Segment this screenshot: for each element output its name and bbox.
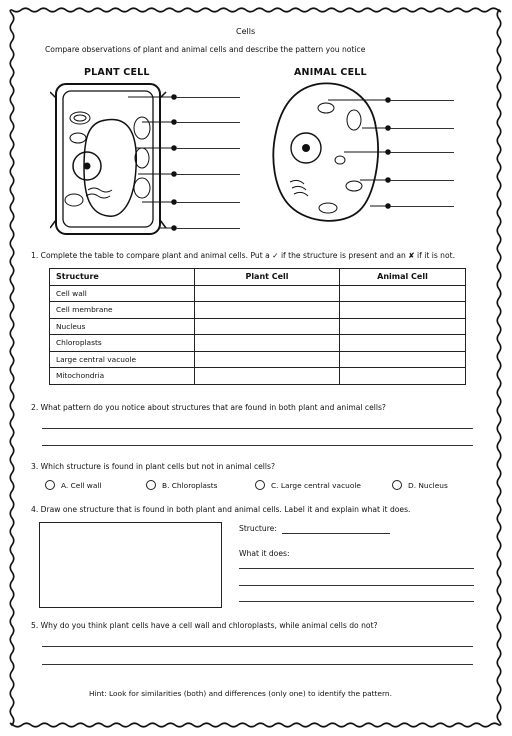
- q2-answer-line-1[interactable]: [42, 428, 473, 429]
- animal-cell-title: ANIMAL CELL: [294, 67, 367, 78]
- hint-text: Hint: Look for similarities (both) and differences (only one) to identify the pattern.: [89, 689, 392, 698]
- row-label: Nucleus: [50, 318, 195, 335]
- row-label: Chloroplasts: [50, 335, 195, 352]
- plant-cell-title: PLANT CELL: [84, 67, 150, 78]
- animal-answer-cell[interactable]: [340, 335, 466, 352]
- q5-answer-line-2[interactable]: [42, 664, 473, 665]
- plant-label-line-3[interactable]: [176, 148, 240, 149]
- option-b[interactable]: [146, 480, 217, 490]
- option-c-label: C. Large central vacuole: [271, 480, 361, 490]
- comparison-table: [49, 268, 466, 385]
- plant-answer-cell[interactable]: [195, 302, 340, 319]
- question-5: 5. Why do you think plant cells have a cell wall and chloroplasts, while animal cells do not?: [31, 621, 378, 630]
- header-animal-cell: Animal Cell: [340, 269, 466, 286]
- plant-label-line-6[interactable]: [176, 228, 240, 229]
- row-label: Large central vacuole: [50, 351, 195, 368]
- question-4: 4. Draw one structure that is found in both plant and animal cells. Label it and explain what it does.: [31, 505, 411, 514]
- row-label: Mitochondria: [50, 368, 195, 385]
- q2-answer-line-2[interactable]: [42, 445, 473, 446]
- q4-answer-line-3[interactable]: [239, 601, 474, 602]
- plant-label-line-4[interactable]: [176, 174, 240, 175]
- animal-label-line-1[interactable]: [390, 100, 454, 101]
- animal-answer-cell[interactable]: [340, 318, 466, 335]
- drawing-box[interactable]: [39, 522, 222, 608]
- radio-b[interactable]: [146, 480, 156, 490]
- plant-answer-cell[interactable]: [195, 318, 340, 335]
- table-row: [50, 285, 466, 302]
- option-c[interactable]: [255, 480, 361, 490]
- table-row: [50, 351, 466, 368]
- row-label: Cell wall: [50, 285, 195, 302]
- plant-answer-cell[interactable]: [195, 368, 340, 385]
- animal-answer-cell[interactable]: [340, 285, 466, 302]
- table-header-row: [50, 269, 466, 286]
- intro-instruction: Compare observations of plant and animal cells and describe the pattern you notice: [45, 45, 366, 54]
- radio-c[interactable]: [255, 480, 265, 490]
- q4-answer-line-1[interactable]: [239, 568, 474, 569]
- option-d[interactable]: [392, 480, 448, 490]
- animal-cell-diagram: [268, 78, 398, 228]
- question-2: 2. What pattern do you notice about structures that are found in both plant and animal cells?: [31, 403, 386, 412]
- table-row: [50, 368, 466, 385]
- option-a-label: A. Cell wall: [61, 480, 102, 490]
- animal-answer-cell[interactable]: [340, 368, 466, 385]
- header-plant-cell: Plant Cell: [195, 269, 340, 286]
- radio-d[interactable]: [392, 480, 402, 490]
- option-d-label: D. Nucleus: [408, 480, 448, 490]
- page-title: Cells: [236, 27, 256, 36]
- table-row: [50, 302, 466, 319]
- plant-answer-cell[interactable]: [195, 351, 340, 368]
- animal-label-line-5[interactable]: [390, 206, 454, 207]
- structure-answer-line[interactable]: [282, 533, 390, 534]
- question-3: 3. Which structure is found in plant cells but not in animal cells?: [31, 462, 276, 471]
- animal-label-line-2[interactable]: [390, 128, 454, 129]
- q4-answer-line-2[interactable]: [239, 585, 474, 586]
- animal-label-line-4[interactable]: [390, 180, 454, 181]
- what-it-does-label: What it does:: [239, 549, 290, 558]
- plant-label-line-2[interactable]: [176, 122, 240, 123]
- plant-answer-cell[interactable]: [195, 335, 340, 352]
- header-structure: Structure: [50, 269, 195, 286]
- row-label: Cell membrane: [50, 302, 195, 319]
- plant-answer-cell[interactable]: [195, 285, 340, 302]
- table-row: [50, 318, 466, 335]
- option-b-label: B. Chloroplasts: [162, 480, 218, 490]
- animal-answer-cell[interactable]: [340, 351, 466, 368]
- structure-label: Structure:: [239, 524, 277, 533]
- option-a[interactable]: [45, 480, 101, 490]
- animal-answer-cell[interactable]: [340, 302, 466, 319]
- plant-cell-diagram: [50, 78, 250, 238]
- plant-label-line-1[interactable]: [176, 97, 240, 98]
- plant-label-line-5[interactable]: [176, 202, 240, 203]
- table-row: [50, 335, 466, 352]
- radio-a[interactable]: [45, 480, 55, 490]
- animal-label-line-3[interactable]: [390, 152, 454, 153]
- question-1: 1. Complete the table to compare plant and animal cells. Put a ✓ if the structure is present and an ✘ if it is not.: [31, 251, 456, 260]
- q5-answer-line-1[interactable]: [42, 646, 473, 647]
